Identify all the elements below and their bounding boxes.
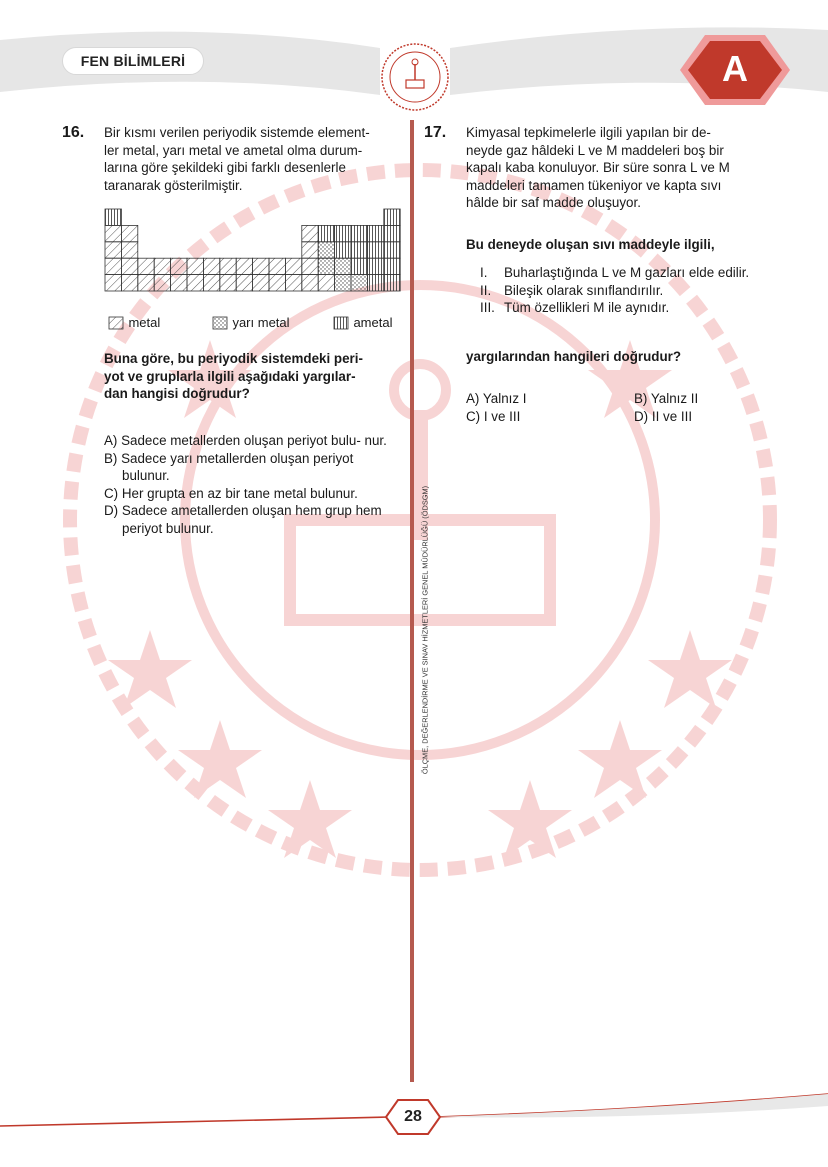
q16-stem-line: ler metal, yarı metal ve ametal olma durum- <box>104 142 363 158</box>
nonmetal-cell <box>335 242 351 258</box>
legend-metal <box>108 314 160 332</box>
legend-semimetal <box>212 314 290 332</box>
metal-cell <box>302 225 318 241</box>
q16-question-line: Buna göre, bu periyodik sistemdeki peri- <box>104 351 363 366</box>
metal-cell <box>171 275 187 291</box>
q16-choice-d[interactable]: D) Sadece ametallerden oluşan hem grup hem periyot bulunur. <box>104 503 382 536</box>
metal-cell <box>154 258 170 274</box>
q17-statement-1-label: I. <box>480 265 488 280</box>
q17-stem-line: Kimyasal tepkimelerle ilgili yapılan bir de- <box>466 125 711 140</box>
metal-cell <box>121 225 137 241</box>
nonmetal-cell <box>384 225 400 241</box>
nonmetal-cell <box>318 225 334 241</box>
q17-stem-line: neyde gaz hâldeki L ve M maddeleri boş bir <box>466 142 724 158</box>
semimetal-cell <box>335 275 351 291</box>
metal-cell <box>121 242 137 258</box>
semimetal-cell <box>318 258 334 274</box>
q16-choice-b[interactable]: B) Sadece yarı metallerden oluşan periyot bulunur. <box>104 450 354 483</box>
q16-stem-line: Bir kısmı verilen periyodik sistemde element- <box>104 125 370 140</box>
metal-cell <box>220 275 236 291</box>
q17-question: yargılarından hangileri doğrudur? <box>466 349 682 364</box>
semimetal-pattern-swatch <box>212 316 228 330</box>
legend-semimetal-label: yarı metal <box>232 315 290 330</box>
semimetal-cell <box>351 275 367 291</box>
q17-choice-b[interactable]: B) Yalnız II <box>634 391 699 406</box>
metal-cell <box>105 225 121 241</box>
q17-choice-d[interactable]: D) II ve III <box>634 409 693 424</box>
nonmetal-pattern-swatch <box>333 316 349 330</box>
q17-statement-3-label: III. <box>480 300 495 315</box>
nonmetal-cell <box>384 209 400 225</box>
metal-cell <box>236 275 252 291</box>
metal-cell <box>105 258 121 274</box>
metal-cell <box>203 258 219 274</box>
metal-cell <box>154 275 170 291</box>
nonmetal-cell <box>367 242 383 258</box>
q17-choice-c[interactable]: C) I ve III <box>466 409 521 424</box>
nonmetal-cell <box>351 242 367 258</box>
q16-stem <box>104 124 404 194</box>
metal-cell <box>269 275 285 291</box>
ministry-seal-logo <box>380 42 450 112</box>
metal-cell <box>302 275 318 291</box>
metal-cell <box>285 258 301 274</box>
nonmetal-cell <box>384 242 400 258</box>
metal-cell <box>318 275 334 291</box>
nonmetal-cell <box>351 258 367 274</box>
metal-cell <box>105 275 121 291</box>
q17-stem-line: kapalı kaba konuluyor. Bir süre sonra L ve M <box>466 160 730 175</box>
periodic-table-figure <box>104 208 402 298</box>
q17-number: 17. <box>424 124 447 141</box>
q17-stem <box>466 124 766 212</box>
q16-number: 16. <box>62 124 85 141</box>
nonmetal-cell <box>351 225 367 241</box>
nonmetal-cell <box>384 275 400 291</box>
legend-metal-label: metal <box>128 315 161 330</box>
metal-cell <box>171 258 187 274</box>
metal-cell <box>236 258 252 274</box>
q17-statements <box>480 264 750 317</box>
legend-nonmetal-label: ametal <box>353 315 393 330</box>
q16-choice-a[interactable]: A) Sadece metallerden oluşan periyot bulu- nur. <box>104 433 387 448</box>
q17-lead: Bu deneyde oluşan sıvı maddeyle ilgili, <box>466 237 715 252</box>
metal-cell <box>187 275 203 291</box>
q17-stem-line: hâlde bir saf madde oluşuyor. <box>466 195 641 210</box>
q16-question-line: dan hangisi doğrudur? <box>104 386 250 401</box>
q17-statement-2-label: II. <box>480 282 492 298</box>
page-number: 28 <box>404 1108 422 1125</box>
q17-statement-1 <box>480 264 750 282</box>
q16-question-line: yot ve gruplarla ilgili aşağıdaki yargılar- <box>104 368 356 384</box>
osym-vertical-note <box>418 480 432 780</box>
q16-choices <box>104 432 392 537</box>
metal-cell <box>285 275 301 291</box>
metal-pattern-swatch <box>108 316 124 330</box>
semimetal-cell <box>318 242 334 258</box>
q16-stem-line: larına göre şekildeki gibi farklı desenlerle <box>104 160 346 175</box>
q17-stem-line: maddeleri tamamen tükeniyor ve kapta sıvı <box>466 177 722 193</box>
metal-cell <box>203 275 219 291</box>
legend-nonmetal <box>333 314 392 332</box>
metal-cell <box>302 242 318 258</box>
q17-statement-3 <box>480 299 750 317</box>
nonmetal-cell <box>367 225 383 241</box>
semimetal-cell <box>335 258 351 274</box>
metal-cell <box>105 242 121 258</box>
q17-statement-2 <box>480 282 750 300</box>
q16-stem-line: taranarak gösterilmiştir. <box>104 177 243 193</box>
metal-cell <box>253 275 269 291</box>
metal-cell <box>138 258 154 274</box>
nonmetal-cell <box>367 258 383 274</box>
nonmetal-cell <box>335 225 351 241</box>
metal-cell <box>220 258 236 274</box>
q17-statement-2-text: Bileşik olarak sınıflandırılır. <box>504 282 664 298</box>
nonmetal-cell <box>105 209 121 225</box>
q16-question <box>104 350 404 403</box>
metal-cell <box>121 275 137 291</box>
q17-choice-a[interactable]: A) Yalnız I <box>466 391 527 406</box>
nonmetal-cell <box>367 275 383 291</box>
metal-cell <box>253 258 269 274</box>
q16-choice-c[interactable]: C) Her grupta en az bir tane metal bulunur. <box>104 485 358 501</box>
metal-cell <box>138 275 154 291</box>
metal-cell <box>302 258 318 274</box>
metal-cell <box>269 258 285 274</box>
nonmetal-cell <box>384 258 400 274</box>
booklet-type-badge: A <box>722 48 748 89</box>
vertical-note-text: ÖLÇME, DEĞERLENDİRME VE SINAV HİZMETLERİ GENEL MÜDÜRLÜĞÜ (ÖDSGM) <box>420 485 430 775</box>
column-divider <box>410 120 414 1082</box>
q17-statement-3-text: Tüm özellikleri M ile aynıdır. <box>504 300 670 315</box>
metal-cell <box>187 258 203 274</box>
q17-statement-1-text: Buharlaştığında L ve M gazları elde edilir. <box>504 265 750 280</box>
metal-cell <box>121 258 137 274</box>
subject-label: FEN BİLİMLERİ <box>62 47 204 75</box>
